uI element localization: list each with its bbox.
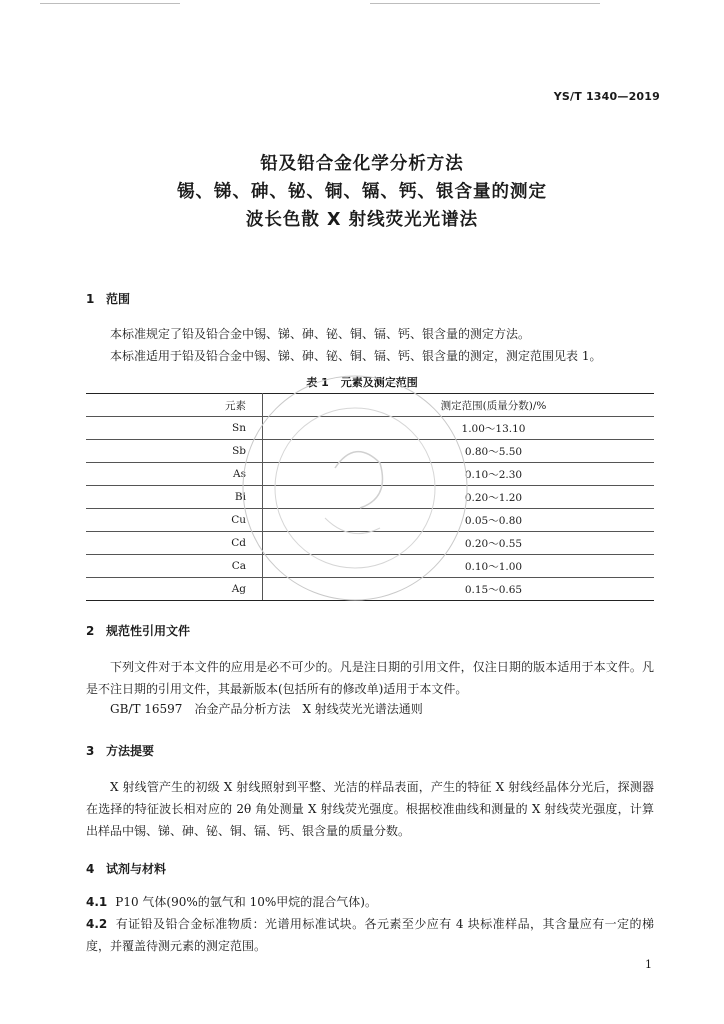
table-1-number: 表 1: [306, 376, 329, 389]
cell-range: 0.05～0.80: [263, 509, 655, 532]
section-2-paragraph: 下列文件对于本文件的应用是必不可少的。凡是注日期的引用文件，仅注日期的版本适用于本文件。凡是不注日期的引用文件，其最新版本(包括所有的修改单)适用于本文件。: [86, 660, 654, 696]
cell-range: 1.00～13.10: [263, 417, 655, 440]
section-1-paragraph-2: 本标准适用于铅及铅合金中锡、锑、砷、铋、铜、镉、钙、银含量的测定，测定范围见表 1。: [110, 349, 602, 363]
section-1-paragraph-1: 本标准规定了铅及铅合金中锡、锑、砷、铋、铜、镉、钙、银含量的测定方法。: [110, 327, 531, 341]
section-4-number: 4: [86, 862, 95, 876]
table-row: [86, 555, 654, 578]
element-range-table: [86, 393, 654, 601]
header-range: 测定范围(质量分数)/%: [263, 394, 655, 417]
section-4-heading: [86, 860, 166, 877]
cell-element: As: [86, 463, 263, 486]
cell-element: Sn: [86, 417, 263, 440]
table-row: [86, 532, 654, 555]
section-4-title: 试剂与材料: [106, 862, 167, 876]
section-2-number: 2: [86, 624, 95, 638]
reference-gbt-16597: GB/T 16597 冶金产品分析方法 X 射线荧光光谱法通则: [110, 702, 423, 716]
cell-range: 0.15～0.65: [263, 578, 655, 601]
cell-element: Bi: [86, 486, 263, 509]
clause-4-2: [86, 913, 654, 957]
section-1-heading: [86, 290, 130, 307]
page-number: 1: [645, 958, 652, 971]
table-1-title: 元素及测定范围: [340, 376, 418, 389]
top-scan-rule-right: [370, 3, 600, 4]
cell-element: Ca: [86, 555, 263, 578]
cell-range: 0.80～5.50: [263, 440, 655, 463]
section-3-heading: [86, 742, 154, 759]
clause-4-1-text: P10 气体(90%的氩气和 10%甲烷的混合气体)。: [115, 895, 377, 909]
title-line-1: 铅及铅合金化学分析方法: [260, 154, 464, 174]
table-row: [86, 509, 654, 532]
title-line-3: 波长色散 X 射线荧光光谱法: [245, 210, 479, 230]
cell-element: Cd: [86, 532, 263, 555]
clause-4-1-number: 4.1: [86, 895, 108, 909]
top-scan-rule-left: [40, 3, 180, 4]
table-row: [86, 417, 654, 440]
table-header-row: [86, 394, 654, 417]
cell-range: 0.10～2.30: [263, 463, 655, 486]
table-row: [86, 440, 654, 463]
table-1-caption: [0, 374, 724, 390]
section-3-title: 方法提要: [106, 744, 155, 758]
clause-4-1: [86, 893, 377, 910]
section-2-title: 规范性引用文件: [106, 624, 191, 638]
cell-range: 0.20～1.20: [263, 486, 655, 509]
section-3-paragraph: X 射线管产生的初级 X 射线照射到平整、光洁的样品表面，产生的特征 X 射线经晶体分光后，探测器在选择的特征波长相对应的 2θ 角处测量 X 射线荧光强度。根据校准曲线和测量的 X 射线荧光强度，计算出样品中锡、锑、砷、铋、铜、镉、钙、银含量的质量分数。: [86, 780, 654, 838]
title-line-2: 锡、锑、砷、铋、铜、镉、钙、银含量的测定: [177, 182, 547, 202]
clause-4-2-text: 有证铅及铅合金标准物质：光谱用标准试块。各元素至少应有 4 块标准样品，其含量应有一定的梯度，并覆盖待测元素的测定范围。: [86, 917, 654, 953]
cell-range: 0.10～1.00: [263, 555, 655, 578]
header-element: 元素: [86, 394, 263, 417]
cell-element: Cu: [86, 509, 263, 532]
cell-range: 0.20～0.55: [263, 532, 655, 555]
table-row: [86, 486, 654, 509]
table-row: [86, 463, 654, 486]
section-1-title: 范围: [106, 292, 131, 306]
section-2-heading: [86, 622, 190, 639]
cell-element: Ag: [86, 578, 263, 601]
standard-code: YS/T 1340—2019: [553, 90, 660, 103]
clause-4-2-number: 4.2: [86, 917, 108, 931]
cell-element: Sb: [86, 440, 263, 463]
section-1-number: 1: [86, 292, 95, 306]
table-row: [86, 578, 654, 601]
section-3-number: 3: [86, 744, 95, 758]
